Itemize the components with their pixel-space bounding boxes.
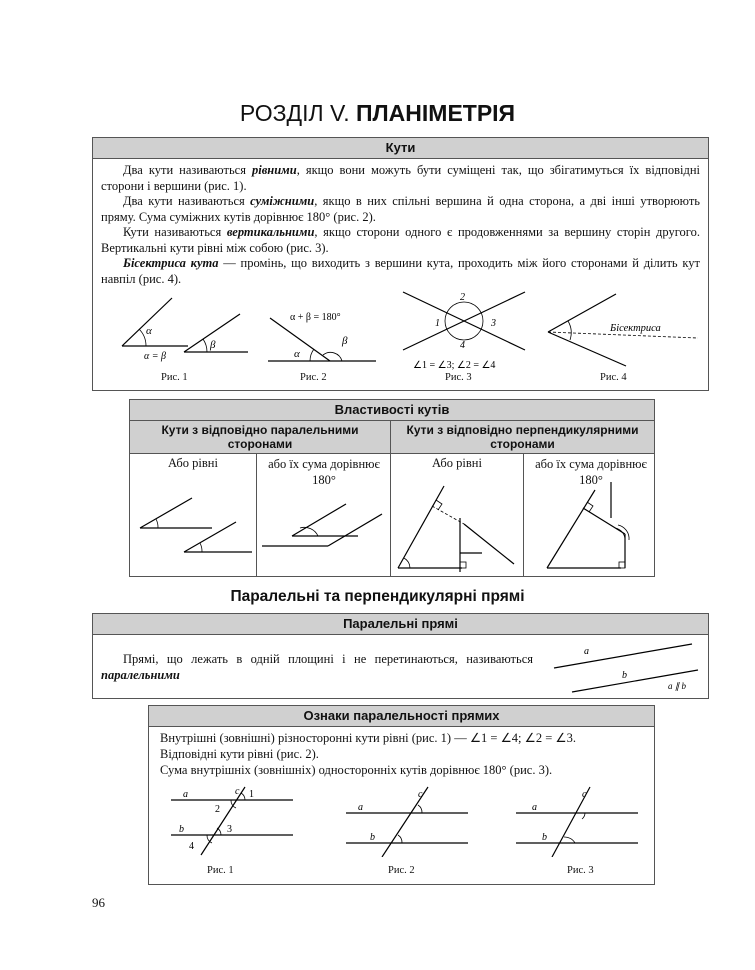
figure-signs-2 <box>340 785 475 857</box>
signs-text <box>160 730 650 778</box>
figure-parallel-equal <box>132 490 254 570</box>
fig3-angle-4: 4 <box>460 340 465 351</box>
f1-c: c <box>235 786 240 797</box>
fig3-angle-1: 1 <box>435 318 440 329</box>
fig1-caption: Рис. 1 <box>161 372 188 383</box>
fig2-sum-label: α + β = 180° <box>290 312 341 323</box>
cell-perp-sum: або їх сума дорівнює 180° <box>535 457 647 487</box>
section-prefix: РОЗДІЛ V. <box>239 100 350 126</box>
f1-3: 3 <box>227 824 232 835</box>
sign-corresponding: Відповідні кути рівні (рис. 2). <box>160 747 319 761</box>
signs-fig2-caption: Рис. 2 <box>388 865 415 876</box>
cell-parallel-sum: або їх сума дорівнює 180° <box>268 457 380 487</box>
paragraph-equal: Два кути називаються рівними, якщо вони можуть бути суміщені так, що збігатимуться їх відповідні сторони і вершини (рис. 1). <box>101 163 700 193</box>
lines-section-title: Паралельні та перпендикулярні прямі <box>230 588 525 605</box>
figure-adjacent-angles <box>262 304 382 370</box>
f3-c: c <box>582 789 587 800</box>
f1-b: b <box>179 824 184 835</box>
fig1-alpha-label: α <box>146 325 152 337</box>
cell-parallel-equal: Або рівні <box>168 456 218 470</box>
sign-alternate: Внутрішні (зовнішні) різносторонні кути рівні (рис. 1) — ∠1 = ∠4; ∠2 = ∠3. <box>160 731 576 745</box>
figure-perp-equal <box>392 478 522 573</box>
signs-header: Ознаки паралельності прямих <box>148 705 655 727</box>
figure-perp-supplementary <box>525 478 653 573</box>
angles-header: Кути <box>92 137 709 159</box>
parallel-header: Паралельні прямі <box>92 613 709 635</box>
parallel-relation: a ∥ b <box>668 681 686 691</box>
figure-bisector <box>540 290 705 370</box>
fig2-beta-label: β <box>342 335 348 347</box>
paragraph-bisector: Бісектриса кута — промінь, що виходить з вершини кута, проходить між його сторонами й ділить кут навпіл (рис. 4). <box>101 256 700 286</box>
fig3-caption: Рис. 3 <box>445 372 472 383</box>
fig2-alpha-label: α <box>294 348 300 360</box>
fig1-equality: α = β <box>144 351 166 362</box>
properties-col-perpendicular: Кути з відповідно перпендикулярними сторонами <box>406 423 639 451</box>
sign-same-side: Сума внутрішніх (зовнішніх) односторонніх кутів дорівнює 180° (рис. 3). <box>160 763 553 777</box>
f2-b: b <box>370 832 375 843</box>
f1-4: 4 <box>189 841 194 852</box>
parallel-text: Прямі, що лежать в одній площині і не перетинаються, називаються паралельними <box>101 652 533 682</box>
f1-1: 1 <box>249 789 254 800</box>
line-a-label: a <box>584 646 589 657</box>
properties-col-parallel: Кути з відповідно паралельними сторонами <box>161 423 359 451</box>
f3-b: b <box>542 832 547 843</box>
angles-text <box>101 163 700 287</box>
paragraph-adjacent: Два кути називаються суміжними, якщо в них спільні вершина й одна сторона, а дві інші утворюють пряму. Сума суміжних кутів дорівнює 180° (рис. 2). <box>101 194 700 224</box>
figure-equal-angles <box>110 290 260 370</box>
line-b-label: b <box>622 670 627 681</box>
figure-vertical-angles <box>395 288 535 372</box>
fig3-angle-2: 2 <box>460 292 465 303</box>
figure-parallel-lines <box>550 638 702 696</box>
f1-2: 2 <box>215 804 220 815</box>
fig3-angle-3: 3 <box>491 318 496 329</box>
signs-fig1-caption: Рис. 1 <box>207 865 234 876</box>
fig1-beta-label: β <box>210 339 216 351</box>
signs-fig3-caption: Рис. 3 <box>567 865 594 876</box>
properties-header: Властивості кутів <box>129 399 655 421</box>
figure-signs-1 <box>165 785 300 857</box>
section-name: ПЛАНІМЕТРІЯ <box>356 100 516 126</box>
f3-a: a <box>532 802 537 813</box>
f2-a: a <box>358 802 363 813</box>
fig4-bisector-label: Бісектриса <box>610 323 661 334</box>
figure-signs-3 <box>510 785 645 857</box>
f2-c: c <box>418 789 423 800</box>
cell-perp-equal: Або рівні <box>432 456 482 470</box>
fig3-equality: ∠1 = ∠3; ∠2 = ∠4 <box>413 360 496 371</box>
section-title <box>0 100 755 127</box>
f1-a: a <box>183 789 188 800</box>
paragraph-vertical: Кути називаються вертикальними, якщо сторони одного є продовженнями за вершину сторін другого. Вертикальні кути рівні між собою (рис. 3). <box>101 225 700 255</box>
figure-parallel-supplementary <box>258 490 388 570</box>
fig2-caption: Рис. 2 <box>300 372 327 383</box>
fig4-caption: Рис. 4 <box>600 372 627 383</box>
page-number: 96 <box>92 895 105 910</box>
